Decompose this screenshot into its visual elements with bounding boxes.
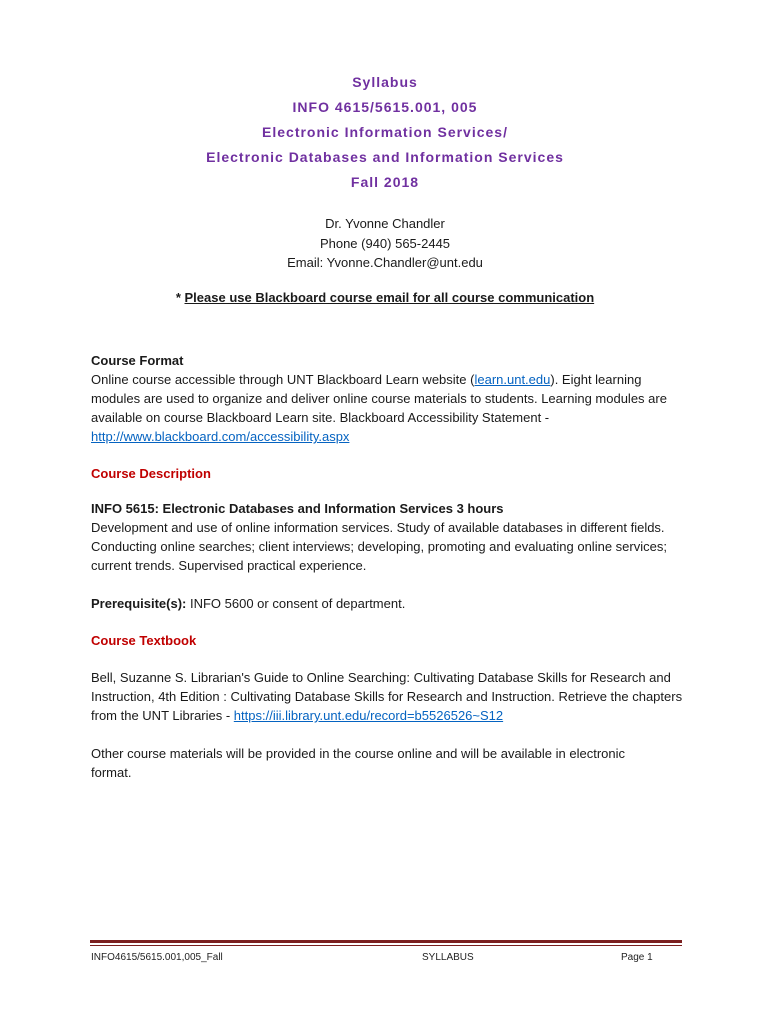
header-course-number: INFO 4615/5615.001, 005 (292, 99, 478, 115)
instructor-name: Dr. Yvonne Chandler (325, 216, 445, 231)
header-term: Fall 2018 (350, 174, 420, 190)
course-textbook-heading: Course Textbook (91, 633, 197, 648)
footer-rule-thick (90, 940, 682, 943)
footer-rule-thin (90, 945, 682, 946)
footer-page-number: Page 1 (621, 952, 653, 963)
textbook-text: Bell, Suzanne S. Librarian's Guide to Online Searching: Cultivating Database Skills for Research and Instruction, 4th Edition : Cultivating Database Skills for Research and Instruction. Retrieve the chapters from the UNT Libraries - (91, 670, 683, 723)
notice-text: Please use Blackboard course email for all course communication (184, 290, 595, 305)
notice-asterisk: * (175, 290, 185, 305)
course-format-heading: Course Format (91, 353, 184, 368)
header-course-name-1: Electronic Information Services/ (262, 124, 508, 140)
course-format-section (91, 351, 691, 446)
learn-unt-link[interactable]: learn.unt.edu (474, 372, 551, 387)
prerequisite-text: INFO 5600 or consent of department. (186, 596, 406, 611)
prerequisite-label: Prerequisite(s): (91, 596, 187, 611)
footer-title: SYLLABUS (422, 952, 474, 963)
communication-notice (0, 290, 770, 305)
course-format-paragraph (91, 370, 691, 446)
instructor-email: Email: Yvonne.Chandler@unt.edu (287, 255, 483, 270)
header-course-name-2: Electronic Databases and Information Services (206, 149, 564, 165)
syllabus-header (0, 70, 770, 195)
library-record-link[interactable]: https://iii.library.unt.edu/record=b5526526~S12 (233, 708, 504, 723)
course-description-text: Development and use of online information services. Study of available databases in different fields. Conducting online searches; client interviews; developing, promoting and evaluating online services; current trends. Supervised practical experience. (91, 520, 667, 573)
textbook-citation (91, 668, 691, 725)
course-description-heading: Course Description (91, 466, 211, 481)
blackboard-accessibility-link[interactable]: http://www.blackboard.com/accessibility.aspx (91, 429, 350, 444)
course-format-text-2: ). Eight learning modules are used to organize and deliver online course materials to students. Learning modules are available on course Blackboard Learn site. Blackboard Accessibility Statement - (91, 372, 667, 425)
course-title: INFO 5615: Electronic Databases and Information Services 3 hours (91, 501, 504, 516)
instructor-contact (0, 214, 770, 273)
other-materials-text: Other course materials will be provided in the course online and will be available in electronic format. (91, 746, 626, 780)
footer-course-code: INFO4615/5615.001,005_Fall (91, 952, 223, 963)
prerequisites (91, 594, 691, 613)
instructor-phone: Phone (940) 565-2445 (319, 235, 451, 251)
course-format-text-1: Online course accessible through UNT Blackboard Learn website ( (91, 372, 475, 387)
header-title: Syllabus (352, 74, 418, 90)
course-description-section (91, 499, 691, 575)
